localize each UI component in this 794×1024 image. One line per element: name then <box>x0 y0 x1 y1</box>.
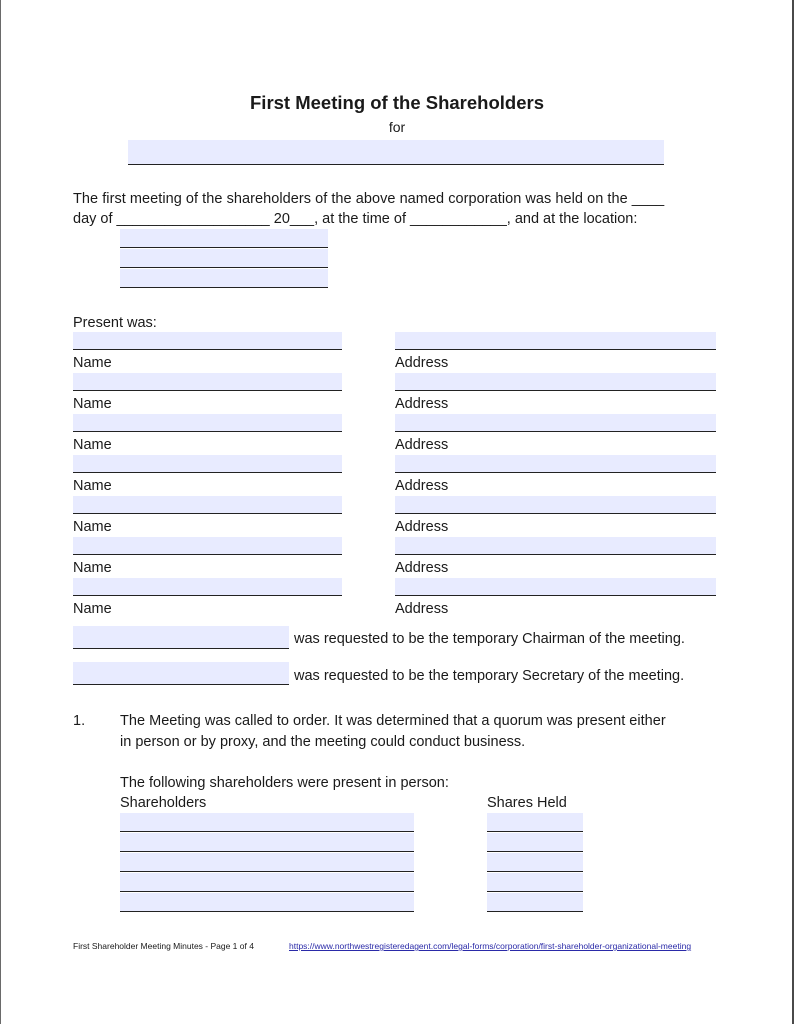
meeting-month-field[interactable] <box>120 210 268 228</box>
address-label: Address <box>395 437 449 453</box>
page-subtitle: for <box>388 119 406 135</box>
name-label: Name <box>73 560 112 576</box>
address-label: Address <box>395 478 449 494</box>
address-field[interactable] <box>395 578 716 596</box>
address-field[interactable] <box>395 537 716 555</box>
address-label: Address <box>395 396 449 412</box>
shares-held-field[interactable] <box>487 833 583 852</box>
meeting-day-field[interactable] <box>684 190 718 208</box>
chairman-name-field[interactable] <box>73 626 289 649</box>
present-in-person-text: The following shareholders were present in person: <box>120 775 449 791</box>
meeting-time-field[interactable] <box>416 210 522 228</box>
name-label: Name <box>73 437 112 453</box>
section-text-line-1: The Meeting was called to order. It was determined that a quorum was present either <box>120 713 666 729</box>
name-field[interactable] <box>73 537 342 555</box>
address-field[interactable] <box>395 455 716 473</box>
shareholder-name-field[interactable] <box>120 853 414 872</box>
shareholder-name-field[interactable] <box>120 873 414 892</box>
address-label: Address <box>395 601 449 617</box>
shareholder-name-field[interactable] <box>120 833 414 852</box>
address-label: Address <box>395 519 449 535</box>
name-label: Name <box>73 478 112 494</box>
shares-held-field[interactable] <box>487 873 583 892</box>
intro-line-1: The first meeting of the shareholders of the above named corporation was held on the ____ <box>73 191 665 207</box>
name-field[interactable] <box>73 578 342 596</box>
shareholder-name-field[interactable] <box>120 893 414 912</box>
shares-held-field[interactable] <box>487 893 583 912</box>
meeting-year-field[interactable] <box>290 210 316 228</box>
name-label: Name <box>73 519 112 535</box>
name-field[interactable] <box>73 496 342 514</box>
section-number: 1. <box>73 713 86 729</box>
page-edge <box>0 0 1 1024</box>
secretary-text: was requested to be the temporary Secretary of the meeting. <box>294 668 685 684</box>
shares-held-field[interactable] <box>487 853 583 872</box>
shares-held-column-header: Shares Held <box>487 795 567 811</box>
present-heading: Present was: <box>73 315 157 331</box>
name-field[interactable] <box>73 414 342 432</box>
shareholders-column-header: Shareholders <box>120 795 207 811</box>
intro-line-2: day of ___________________ 20___, at the time of ____________, and at the location: <box>73 211 638 227</box>
name-field[interactable] <box>73 373 342 391</box>
shares-held-field[interactable] <box>487 813 583 832</box>
footer-page-info: First Shareholder Meeting Minutes - Page 1 of 4 <box>73 941 254 951</box>
name-label: Name <box>73 355 112 371</box>
secretary-name-field[interactable] <box>73 662 289 685</box>
name-label: Name <box>73 396 112 412</box>
address-field[interactable] <box>395 373 716 391</box>
name-field[interactable] <box>73 455 342 473</box>
address-field[interactable] <box>395 414 716 432</box>
chairman-text: was requested to be the temporary Chairman of the meeting. <box>294 631 685 647</box>
section-text-line-2: in person or by proxy, and the meeting could conduct business. <box>120 734 526 750</box>
shareholder-name-field[interactable] <box>120 813 414 832</box>
footer-link[interactable]: https://www.northwestregisteredagent.com/legal-forms/corporation/first-shareholder-organizational-meeting <box>289 941 692 951</box>
address-label: Address <box>395 355 449 371</box>
name-label: Name <box>73 601 112 617</box>
address-field[interactable] <box>395 332 716 350</box>
name-field[interactable] <box>73 332 342 350</box>
address-field[interactable] <box>395 496 716 514</box>
corporation-name-field[interactable] <box>128 140 664 165</box>
location-line-1[interactable] <box>120 229 328 248</box>
address-label: Address <box>395 560 449 576</box>
location-line-3[interactable] <box>120 269 328 288</box>
page-title: First Meeting of the Shareholders <box>250 92 544 113</box>
location-line-2[interactable] <box>120 249 328 268</box>
